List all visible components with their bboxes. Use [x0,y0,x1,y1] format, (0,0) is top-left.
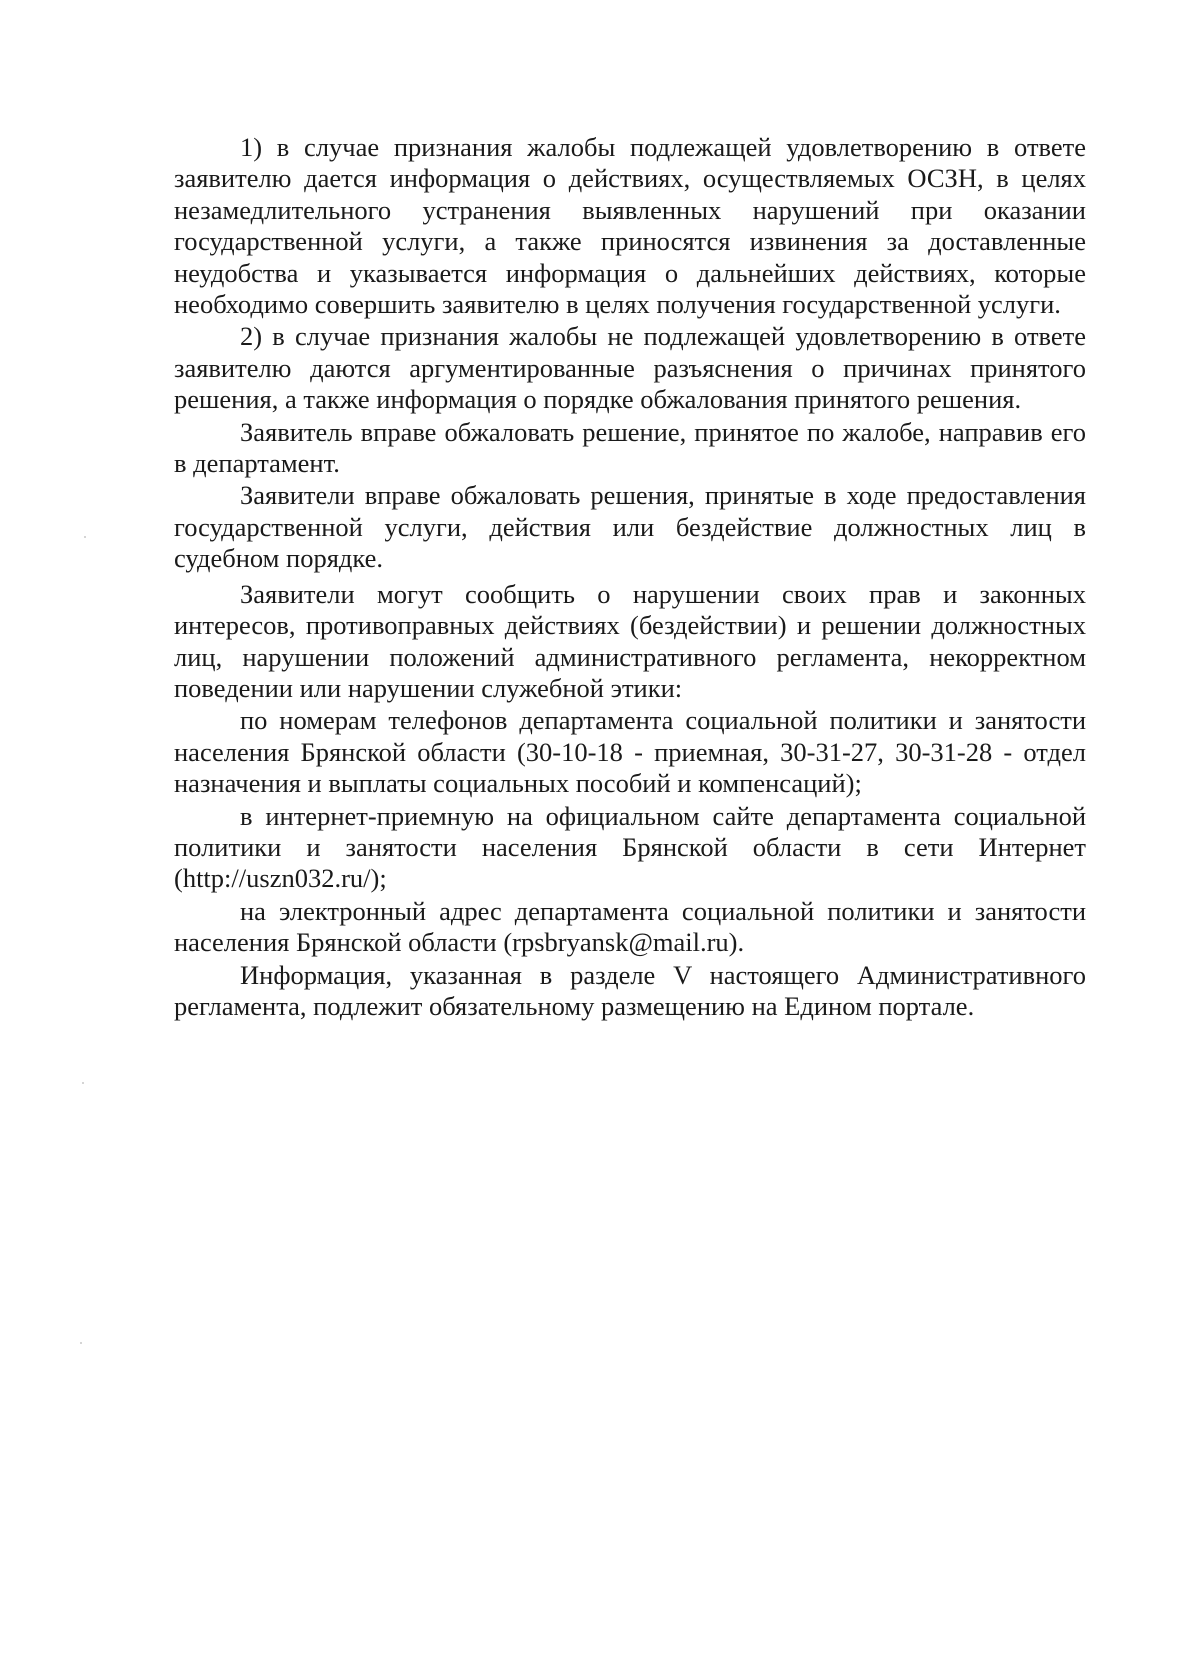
paragraph-judicial-appeal: Заявители вправе обжаловать решения, принятые в ходе предоставления государственной услуги, действия или бездействие должностных лиц в судебном порядке. [174,480,1086,574]
paragraph-portal-publication: Информация, указанная в разделе V настоящего Административного регламента, подлежит обязательному размещению на Едином портале. [174,959,1086,1021]
paragraph-complaint-upheld: 1) в случае признания жалобы подлежащей удовлетворению в ответе заявителю дается информация о действиях, осуществляемых ОСЗН, в целях незамедлительного устранения выявленных нарушений при оказании государственной услуги, а также приносятся извинения за доставленные неудобства и указывается информация о дальнейших действиях, которые необходимо совершить заявителю в целях получения государственной услуги. [174,132,1086,320]
paragraph-appeal-to-department: Заявитель вправе обжаловать решение, принятое по жалобе, направив его в департамент. [174,416,1086,479]
paragraph-phone-contacts: по номерам телефонов департамента социальной политики и занятости населения Брянской области (30-10-18 - приемная, 30-31-27, 30-31-28 - отдел назначения и выплаты социальных пособий и компенсаций); [174,705,1086,799]
scan-speck [82,1082,84,1084]
paragraph-report-violations: Заявители могут сообщить о нарушении своих прав и законных интересов, противоправных действиях (бездействии) и решении должностных лиц, нарушении положений административного регламента, некорректном поведении или нарушении служебной этики: [174,578,1086,703]
paragraph-complaint-rejected: 2) в случае признания жалобы не подлежащей удовлетворению в ответе заявителю даются аргументированные разъяснения о причинах принятого решения, а также информация о порядке обжалования принятого решения. [174,321,1086,415]
document-body [174,132,1086,1022]
paragraph-email-contact: на электронный адрес департамента социальной политики и занятости населения Брянской области (rpsbryansk@mail.ru). [174,895,1086,958]
scan-speck [84,536,86,538]
paragraph-internet-reception: в интернет-приемную на официальном сайте департамента социальной политики и занятости населения Брянской области в сети Интернет (http://uszn032.ru/); [174,800,1086,894]
scan-speck [80,1342,82,1344]
